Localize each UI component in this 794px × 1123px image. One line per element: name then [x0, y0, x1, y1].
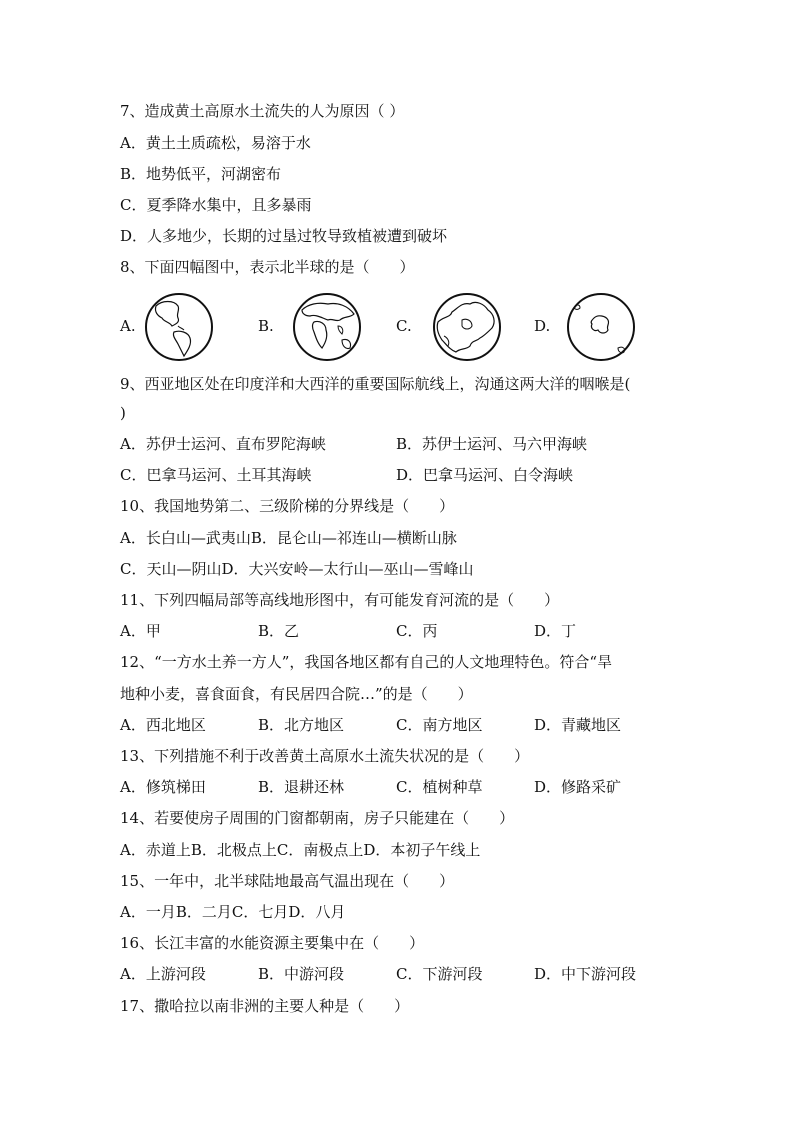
q13-stem: 13、下列措施不利于改善黄土高原水土流失状况的是（ ）	[120, 747, 530, 765]
q17-stem: 17、撒哈拉以南非洲的主要人种是（ ）	[120, 997, 410, 1015]
q7-stem: 7、造成黄土高原水土流失的人为原因（ ）	[120, 102, 405, 120]
globe-north-pole-icon	[432, 292, 502, 362]
q12-option-c: C．南方地区	[396, 716, 483, 734]
q9-option-b: B．苏伊士运河、马六甲海峡	[396, 435, 588, 453]
q16-option-c: C．下游河段	[396, 965, 483, 983]
q11-option-a: A．甲	[120, 622, 161, 640]
q10-stem: 10、我国地势第二、三级阶梯的分界线是（ ）	[120, 497, 455, 515]
q12-option-d: D．青藏地区	[534, 716, 622, 734]
globe-africa-eurasia-icon	[292, 292, 362, 362]
q12-option-b: B．北方地区	[258, 716, 345, 734]
q16-option-b: B．中游河段	[258, 965, 345, 983]
q11-option-b: B．乙	[258, 622, 300, 640]
q13-option-b: B．退耕还林	[258, 778, 345, 796]
q15-options: A．一月B．二月C．七月D．八月	[120, 903, 346, 921]
q9-option-c: C．巴拿马运河、土耳其海峡	[120, 466, 312, 484]
q8-option-a-label: A.	[120, 317, 136, 335]
q12-stem-line2: 地种小麦，喜食面食，有民居四合院…”的是（ ）	[120, 685, 473, 703]
q9-stem-line2: )	[120, 404, 126, 422]
q7-option-b: B．地势低平，河湖密布	[120, 165, 282, 183]
q11-stem: 11、下列四幅局部等高线地形图中，有可能发育河流的是（ ）	[120, 591, 560, 609]
q15-stem: 15、一年中，北半球陆地最高气温出现在（ ）	[120, 872, 455, 890]
q10-options-line2: C．天山—阴山D．大兴安岭—太行山—巫山—雪峰山	[120, 560, 474, 578]
q12-stem-line1: 12、“一方水土养一方人”，我国各地区都有自己的人文地理特色。符合“旱	[120, 653, 613, 671]
q9-stem-line1: 9、西亚地区处在印度洋和大西洋的重要国际航线上，沟通这两大洋的咽喉是(	[120, 375, 631, 393]
q10-options-line1: A．长白山—武夷山B．昆仑山—祁连山—横断山脉	[120, 529, 457, 547]
q13-option-c: C．植树种草	[396, 778, 483, 796]
q14-options: A．赤道上B．北极点上C．南极点上D．本初子午线上	[120, 841, 481, 859]
q9-option-d: D．巴拿马运河、白令海峡	[396, 466, 574, 484]
q16-option-d: D．中下游河段	[534, 965, 637, 983]
q11-option-c: C．丙	[396, 622, 438, 640]
q8-stem: 8、下面四幅图中，表示北半球的是（ ）	[120, 258, 415, 276]
q8-option-c-label: C.	[396, 317, 412, 335]
q13-option-a: A．修筑梯田	[120, 778, 206, 796]
q14-stem: 14、若要使房子周围的门窗都朝南，房子只能建在（ ）	[120, 809, 515, 827]
globe-americas-icon	[144, 292, 214, 362]
q12-option-a: A．西北地区	[120, 716, 206, 734]
q8-option-d-label: D.	[534, 317, 551, 335]
q13-option-d: D．修路采矿	[534, 778, 622, 796]
globe-south-pole-icon	[566, 292, 636, 362]
q7-option-a: A．黄土土质疏松，易溶于水	[120, 134, 311, 152]
q11-option-d: D．丁	[534, 622, 577, 640]
q7-option-d: D．人多地少，长期的过垦过牧导致植被遭到破坏	[120, 227, 448, 245]
q16-stem: 16、长江丰富的水能资源主要集中在（ ）	[120, 934, 425, 952]
q8-option-b-label: B.	[258, 317, 274, 335]
q16-option-a: A．上游河段	[120, 965, 206, 983]
q9-option-a: A．苏伊士运河、直布罗陀海峡	[120, 435, 326, 453]
q7-option-c: C．夏季降水集中，且多暴雨	[120, 196, 312, 214]
